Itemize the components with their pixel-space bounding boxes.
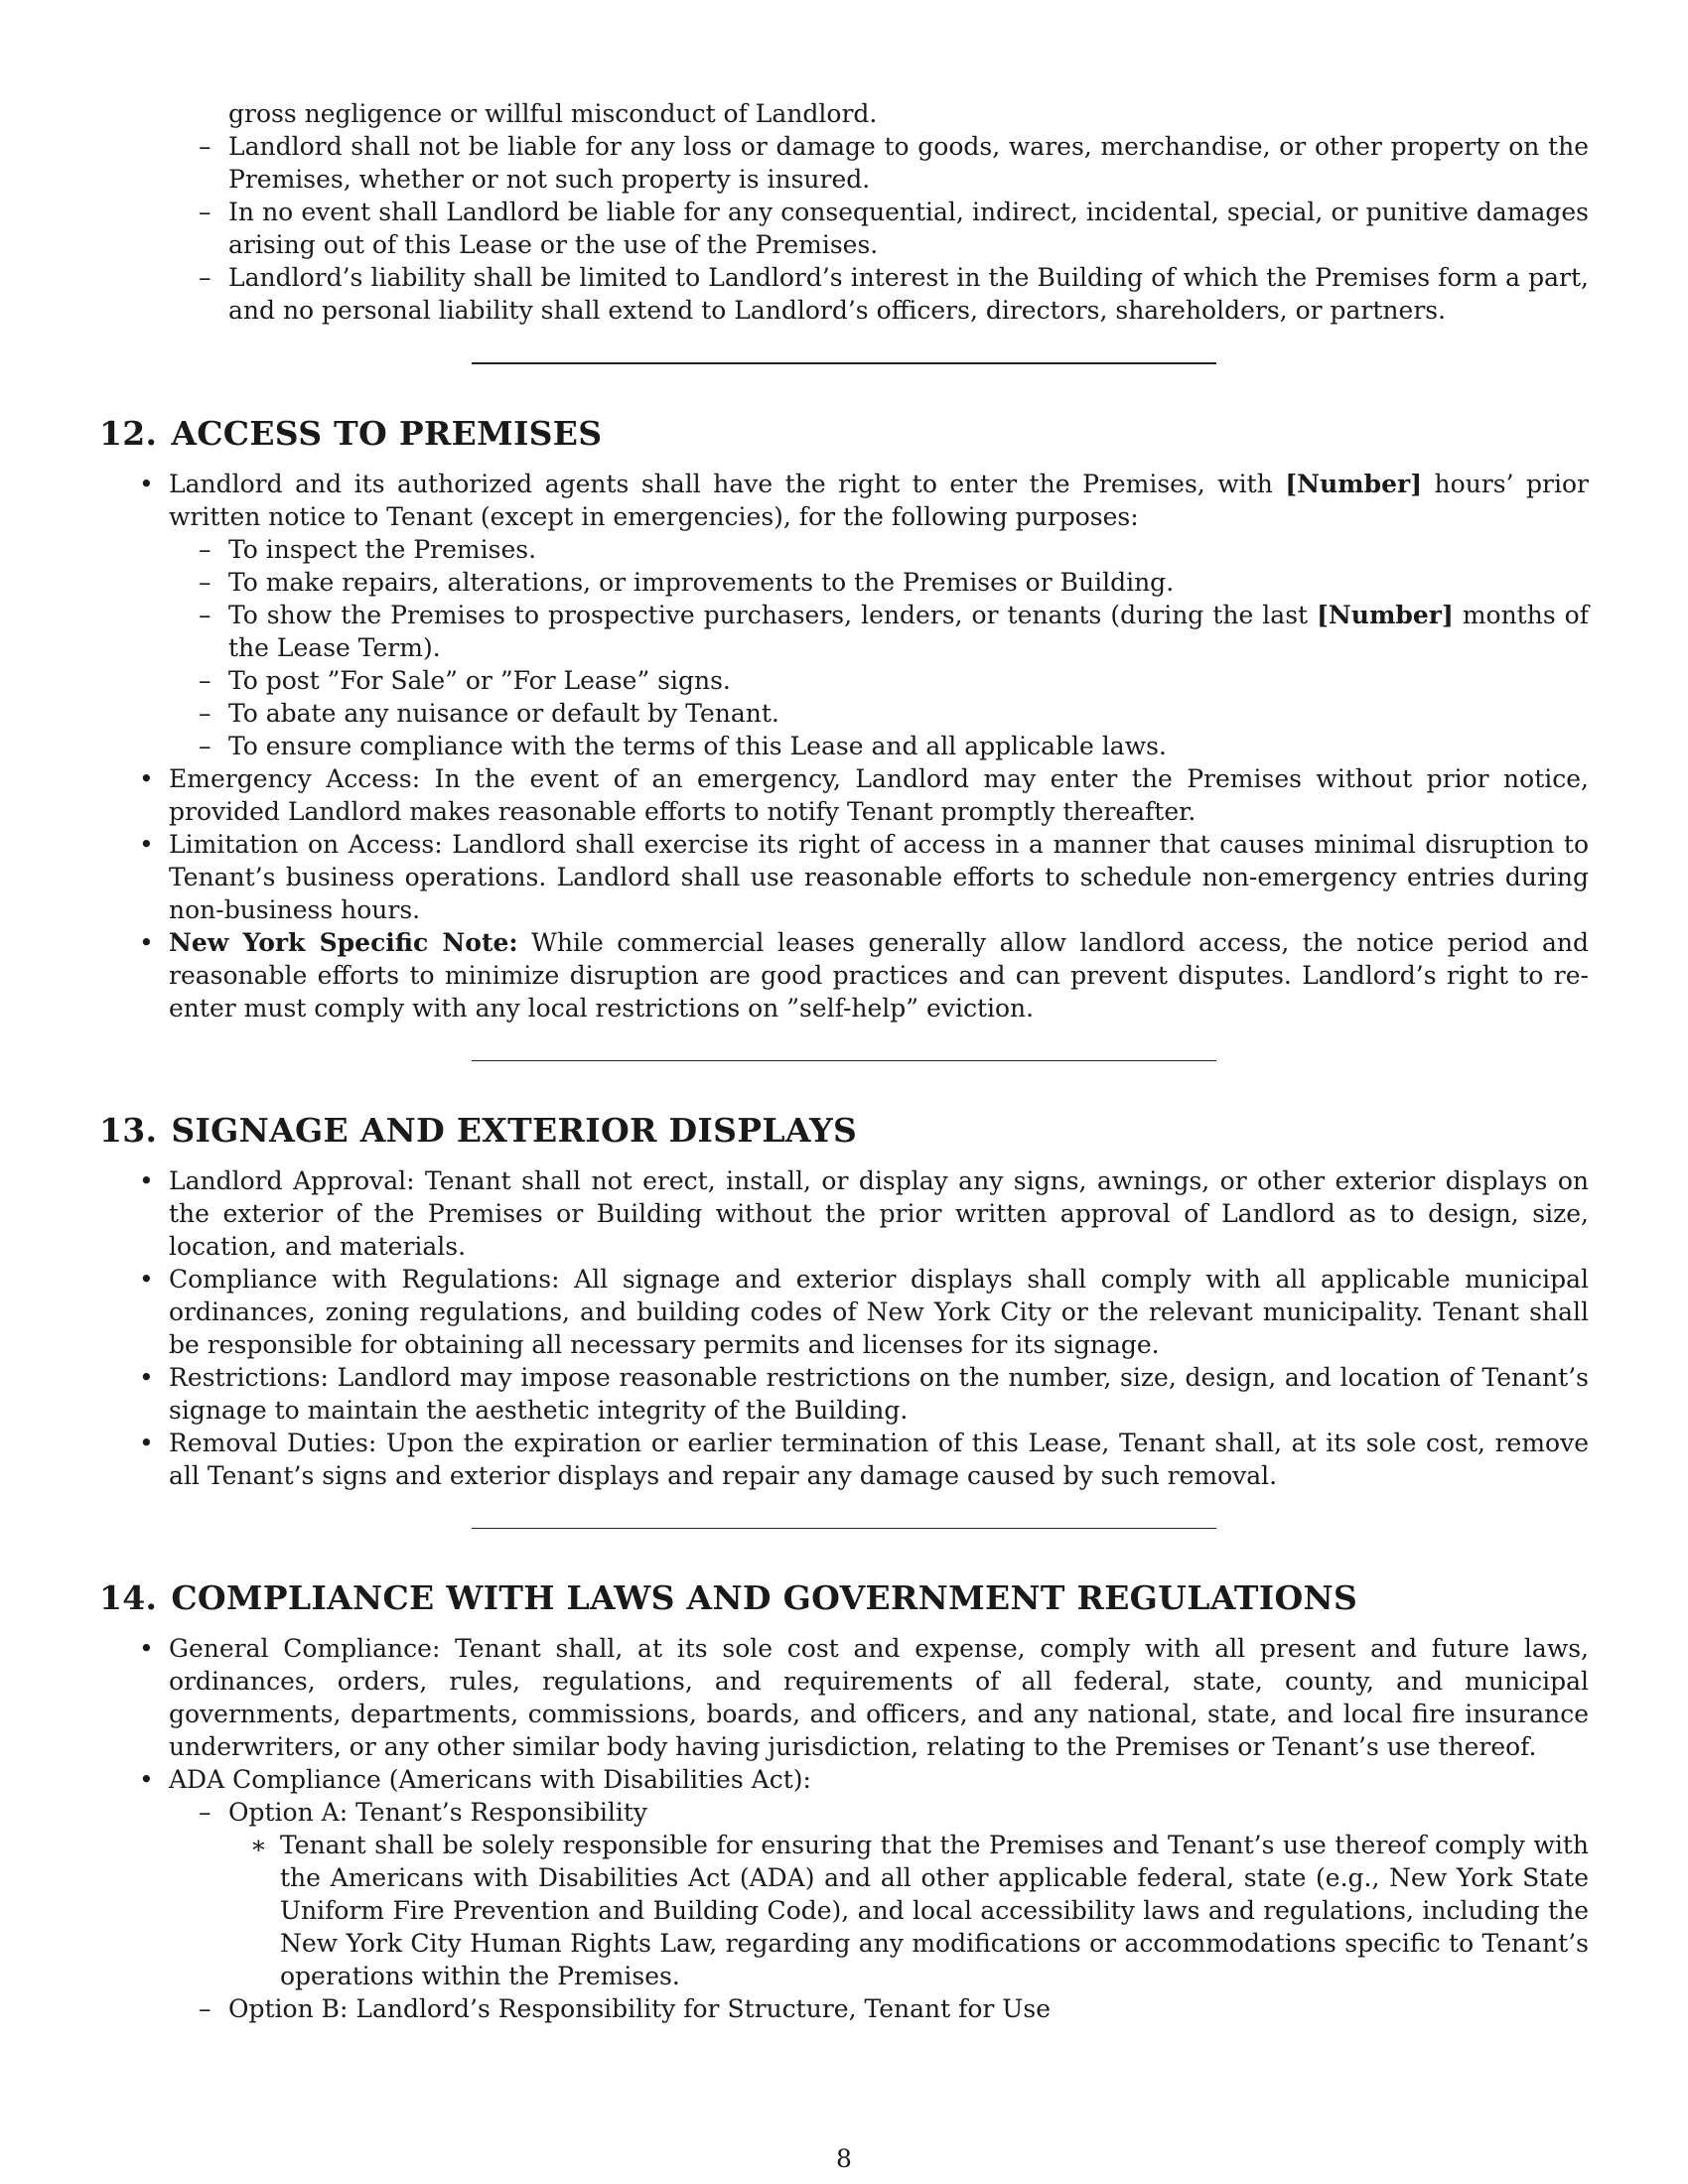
list-item: • Landlord Approval: Tenant shall not erect, install, or display any signs, awnings, or other exterior displays on the exterior of the Premises or Building without the prior written approval of Landlord as to design, size, location, and materials. (139, 1166, 1589, 1261)
list-item: • New York Specific Note: While commercial leases generally allow landlord access, the notice period and reasonable efforts to minimize disruption are good practices and can prevent disputes. Landlord’s right to re-enter must comply with any local restrictions on ”self-help” eviction. (139, 928, 1590, 1023)
section-divider (472, 1528, 1216, 1529)
list-item: – In no event shall Landlord be liable for any consequential, indirect, incidental, special, or punitive damages arising out of this Lease or the use of the Premises. (199, 198, 1589, 259)
document-page (99, 97, 1589, 2025)
list-item: • Landlord and its authorized agents shall have the right to enter the Premises, with [Number] hours’ prior written notice to Tenant (except in emergencies), for the following purposes: (139, 470, 1590, 531)
section-heading-12: 12. ACCESS TO PREMISES (99, 414, 603, 453)
list-item: • General Compliance: Tenant shall, at its sole cost and expense, comply with all present and future laws, ordinances, orders, rules, regulations, and requirements of all federal, state, county, and municipal governments, departments, commissions, boards, and officers, and any national, state, and local fire insurance underwriters, or any other similar body having jurisdiction, relating to the Premises or Tenant’s use thereof. (139, 1634, 1589, 1761)
section-divider (472, 1060, 1216, 1061)
list-item: – Landlord shall not be liable for any loss or damage to goods, wares, merchandise, or other property on the Premises, whether or not such property is insured. (199, 132, 1589, 194)
list-item: – Landlord’s liability shall be limited to Landlord’s interest in the Building of which the Premises form a part, and no personal liability shall extend to Landlord’s officers, directors, shareholders, or partners. (199, 263, 1589, 325)
section-heading-14: 14. COMPLIANCE WITH LAWS AND GOVERNMENT REGULATIONS (99, 1578, 1358, 1617)
section-heading-13: 13. SIGNAGE AND EXTERIOR DISPLAYS (99, 1111, 858, 1150)
continuation-lead: gross negligence or willful misconduct of Landlord. (228, 99, 878, 128)
list-item: – Option A: Tenant’s Responsibility (199, 1798, 648, 1827)
list-item: – To show the Premises to prospective purchasers, lenders, or tenants (during the last [Number] months of the Lease Term). (199, 601, 1589, 662)
list-item: ∗ Tenant shall be solely responsible for ensuring that the Premises and Tenant’s use thereof comply with the Americans with Disabilities Act (ADA) and all other applicable federal, state (e.g., New York State Uniform Fire Prevention and Building Code), and local accessibility laws and regulations, including the New York City Human Rights Law, regarding any modifications or accommodations specific to Tenant’s operations within the Premises. (250, 1831, 1589, 1990)
section-divider (472, 362, 1216, 364)
list-item: • Removal Duties: Upon the expiration or earlier termination of this Lease, Tenant shall, at its sole cost, remove all Tenant’s signs and exterior displays and repair any damage caused by such removal. (139, 1429, 1589, 1490)
list-item: • Restrictions: Landlord may impose reasonable restrictions on the number, size, design, and location of Tenant’s signage to maintain the aesthetic integrity of the Building. (139, 1363, 1589, 1425)
list-item: – To ensure compliance with the terms of this Lease and all applicable laws. (199, 732, 1167, 760)
list-item: • Limitation on Access: Landlord shall exercise its right of access in a manner that causes minimal disruption to Tenant’s business operations. Landlord shall use reasonable efforts to schedule non-emergency entries during non-business hours. (139, 830, 1589, 924)
list-item: – To post ”For Sale” or ”For Lease” signs. (199, 666, 731, 695)
page-number: 8 (836, 2144, 852, 2173)
list-item: – Option B: Landlord’s Responsibility for Structure, Tenant for Use (199, 1994, 1051, 2023)
list-item: • ADA Compliance (Americans with Disabilities Act): (139, 1765, 811, 1794)
list-item: • Emergency Access: In the event of an emergency, Landlord may enter the Premises without prior notice, provided Landlord makes reasonable efforts to notify Tenant promptly thereafter. (139, 764, 1589, 826)
list-item: • Compliance with Regulations: All signage and exterior displays shall comply with all applicable municipal ordinances, zoning regulations, and building codes of New York City or the relevant municipality. Tenant shall be responsible for obtaining all necessary permits and licenses for its signage. (139, 1265, 1589, 1359)
list-item: – To inspect the Premises. (199, 535, 537, 564)
list-item: – To abate any nuisance or default by Tenant. (199, 699, 779, 728)
list-item: – To make repairs, alterations, or improvements to the Premises or Building. (199, 568, 1175, 597)
